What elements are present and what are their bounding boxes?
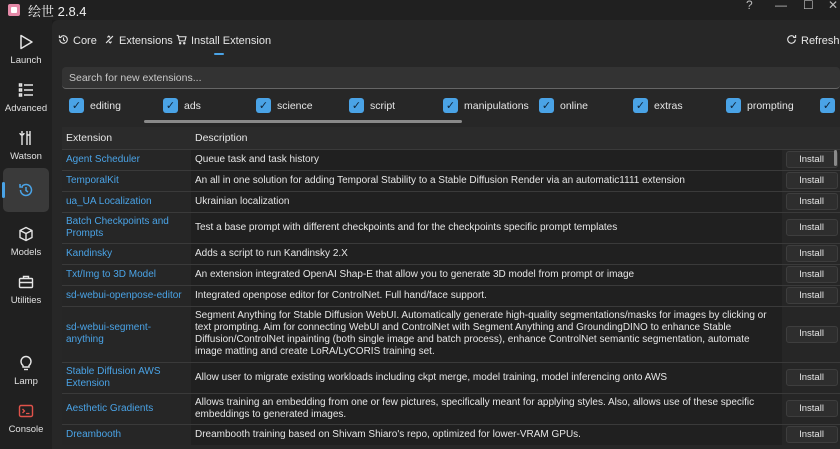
console-icon: [16, 401, 36, 421]
install-button[interactable]: Install: [786, 219, 838, 236]
list-icon: [16, 80, 36, 100]
cube-icon: [16, 224, 36, 244]
table-row: [62, 306, 840, 362]
checkbox-checked-icon[interactable]: ✓: [349, 98, 364, 113]
extensions-table: [62, 127, 840, 449]
install-button[interactable]: Install: [786, 172, 838, 189]
tag-online[interactable]: [539, 98, 588, 113]
refresh-button[interactable]: [786, 34, 840, 48]
table-row: [62, 424, 840, 445]
tag-editing[interactable]: [69, 98, 121, 113]
tag-label: script: [370, 99, 396, 112]
column-header-action: [782, 127, 840, 149]
toolbox-icon: [16, 272, 36, 292]
title-bar: [0, 0, 840, 20]
app-icon: [8, 4, 20, 16]
tab-install-extension[interactable]: [176, 34, 271, 48]
sidebar-item-lamp[interactable]: [0, 353, 52, 387]
tag-ads[interactable]: [163, 98, 201, 113]
table-header-row: [62, 127, 840, 149]
extension-name[interactable]: sd-webui-segment-anything: [62, 306, 191, 362]
tag-label: manipulations: [464, 99, 529, 112]
refresh-label: Refresh: [801, 35, 840, 47]
install-button[interactable]: Install: [786, 266, 838, 283]
install-button[interactable]: Install: [786, 326, 838, 343]
sidebar-item-label: Models: [10, 247, 42, 258]
tag-label: online: [560, 99, 589, 112]
sidebar-item-label: Utilities: [10, 295, 42, 306]
tag-extras[interactable]: [633, 98, 683, 113]
extension-description: Allow user to migrate existing workloads including ckpt merge, model training, model inferencing onto AWS: [191, 362, 782, 393]
minimize-button[interactable]: —: [775, 0, 787, 12]
extension-name[interactable]: Stable Diffusion AWS Extension: [62, 362, 191, 393]
sidebar-item-console[interactable]: [0, 401, 52, 435]
lightbulb-icon: [16, 353, 36, 373]
table-row: [62, 191, 840, 212]
checkbox-checked-icon[interactable]: ✓: [443, 98, 458, 113]
checkbox-checked-icon[interactable]: ✓: [820, 98, 835, 113]
checkbox-checked-icon[interactable]: ✓: [726, 98, 741, 113]
sidebar-item-label: Launch: [10, 55, 42, 66]
active-tab-indicator: [214, 53, 224, 55]
sidebar-item-watson[interactable]: [0, 128, 52, 162]
play-icon: [16, 32, 36, 52]
help-button[interactable]: ?: [746, 0, 753, 12]
install-button[interactable]: Install: [786, 245, 838, 262]
extension-name[interactable]: Txt/Img to 3D Model: [62, 264, 191, 285]
tab-label: Core: [73, 35, 97, 47]
extension-name[interactable]: Batch Checkpoints and Prompts: [62, 212, 191, 243]
sidebar-item-extensions[interactable]: [0, 180, 52, 200]
extension-description: Segment Anything for Stable Diffusion WebUI. Automatically generate high-quality segmentations/masks for images by clicking or text prompting. Aim for connecting WebUI and ControlNet with Segment Anything and GroundingDINO to enhance Stable Diffusion/ControlNet inpainting (both single image and batch process), enhance ControlNet semantic segmentation, automate image matting and create LoRA/LyCORIS training set.: [191, 306, 782, 362]
sidebar-item-label: Watson: [10, 151, 42, 162]
tab-bar: [52, 20, 840, 62]
extension-description: An all in one solution for adding Temporal Stability to a Stable Diffusion Render via an automatic1111 extension: [191, 170, 782, 191]
table-row: [62, 170, 840, 191]
history-icon: [16, 180, 36, 200]
maximize-button[interactable]: ☐: [803, 0, 814, 12]
sidebar-item-utilities[interactable]: [0, 272, 52, 306]
extension-name[interactable]: Agent Scheduler: [62, 149, 191, 170]
extension-description: Ukrainian localization: [191, 191, 782, 212]
tag-scrollbar[interactable]: [144, 120, 462, 123]
tag-filter-bar: [66, 98, 840, 120]
install-button[interactable]: Install: [786, 151, 838, 168]
sidebar: [0, 20, 52, 449]
close-button[interactable]: ✕: [828, 0, 839, 12]
tab-label: Install Extension: [191, 35, 272, 47]
extension-description: Test a base prompt with different checkpoints and for the checkpoints specific prompt templates: [191, 212, 782, 243]
tag-label: editing: [90, 99, 121, 112]
extension-description: An extension integrated OpenAI Shap-E that allow you to generate 3D model from prompt or image: [191, 264, 782, 285]
sidebar-item-advanced[interactable]: [0, 80, 52, 114]
sidebar-item-launch[interactable]: [0, 32, 52, 66]
checkbox-checked-icon[interactable]: ✓: [163, 98, 178, 113]
tag-label: extras: [654, 99, 683, 112]
extension-name[interactable]: Kandinsky: [62, 243, 191, 264]
sidebar-item-label: Console: [8, 424, 44, 435]
install-button[interactable]: Install: [786, 369, 838, 386]
checkbox-checked-icon[interactable]: ✓: [256, 98, 271, 113]
extension-name[interactable]: sd-webui-openpose-editor: [62, 285, 191, 306]
search-input[interactable]: [62, 67, 840, 89]
tag-label: prompting: [747, 99, 794, 112]
extension-description: Adds a script to run Kandinsky 2.X: [191, 243, 782, 264]
refresh-icon: [786, 34, 797, 48]
checkbox-checked-icon[interactable]: ✓: [69, 98, 84, 113]
tab-label: Extensions: [119, 35, 173, 47]
extension-name[interactable]: ua_UA Localization: [62, 191, 191, 212]
table-row: [62, 264, 840, 285]
table-row: [62, 285, 840, 306]
puzzle-icon: [104, 34, 115, 48]
cart-icon: [176, 34, 187, 48]
tag-more[interactable]: [820, 98, 835, 113]
table-row: [62, 243, 840, 264]
column-header-description[interactable]: Description: [191, 127, 782, 149]
tab-core[interactable]: [58, 34, 97, 48]
table-row: [62, 362, 840, 393]
tag-script[interactable]: [349, 98, 395, 113]
extension-name[interactable]: Aesthetic Gradients: [62, 393, 191, 424]
extension-description: Queue task and task history: [191, 149, 782, 170]
install-button[interactable]: Install: [786, 426, 838, 443]
window-title: 绘世 2.8.4: [28, 3, 87, 19]
tag-label: science: [277, 99, 313, 112]
checkbox-checked-icon[interactable]: ✓: [633, 98, 648, 113]
sidebar-item-label: Lamp: [14, 376, 38, 387]
extension-description: Integrated openpose editor for ControlNet. Full hand/face support.: [191, 285, 782, 306]
install-button[interactable]: Install: [786, 287, 838, 304]
extension-description: Dreambooth training based on Shivam Shiaro's repo, optimized for lower-VRAM GPUs.: [191, 424, 782, 445]
tag-prompting[interactable]: [726, 98, 794, 113]
table-row: [62, 149, 840, 170]
extension-name[interactable]: TemporalKit: [62, 170, 191, 191]
extension-name[interactable]: Dreambooth: [62, 424, 191, 445]
tools-icon: [16, 128, 36, 148]
extension-description: Allows training an embedding from one or few pictures, specifically meant for applying styles. Also, allows use of these specific embeddings to generated images.: [191, 393, 782, 424]
table-row: [62, 393, 840, 424]
install-button[interactable]: Install: [786, 400, 838, 417]
tag-manipulations[interactable]: [443, 98, 529, 113]
sidebar-item-models[interactable]: [0, 224, 52, 258]
history-icon: [58, 34, 69, 48]
column-header-extension[interactable]: Extension: [62, 127, 191, 149]
install-button[interactable]: Install: [786, 193, 838, 210]
table-row: [62, 212, 840, 243]
tag-label: ads: [184, 99, 201, 112]
tag-science[interactable]: [256, 98, 313, 113]
main-panel: [52, 20, 840, 449]
tab-extensions[interactable]: [104, 34, 173, 48]
sidebar-item-label: Advanced: [4, 103, 48, 114]
table-scrollbar[interactable]: [834, 150, 837, 166]
checkbox-checked-icon[interactable]: ✓: [539, 98, 554, 113]
